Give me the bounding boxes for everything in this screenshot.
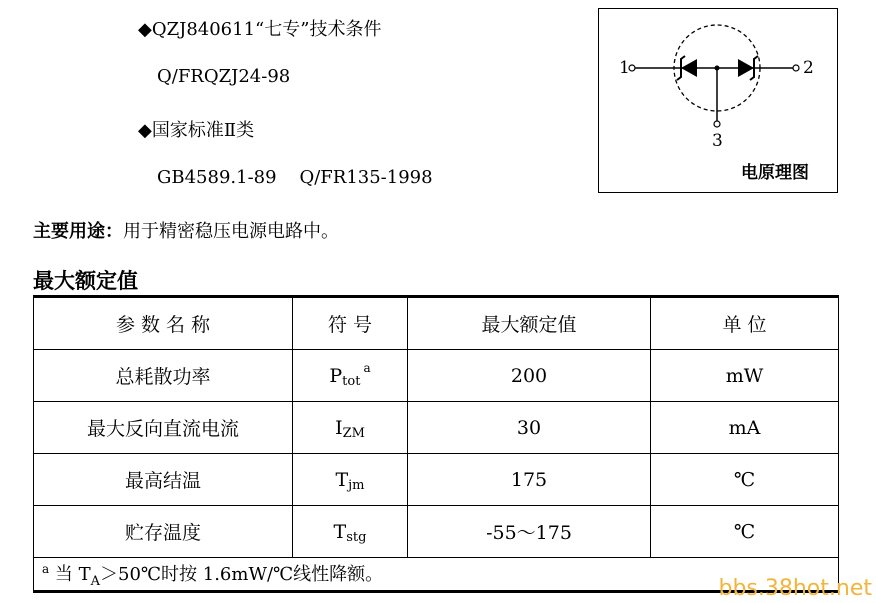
header-unit: 单 位 (722, 314, 767, 336)
footnote-mark: a (42, 562, 50, 576)
circuit-diagram (598, 8, 838, 193)
ratings-table (33, 295, 839, 593)
param-symbol (293, 402, 408, 453)
symbol-sub: jm (348, 478, 365, 493)
symbol-sub: ZM (342, 426, 365, 441)
table-row (34, 454, 838, 506)
table-row (34, 350, 838, 402)
spec-line-1: ◆QZJ840611“七专”技术条件 (138, 19, 382, 40)
param-unit: mA (728, 416, 761, 439)
header-symbol: 符 号 (293, 298, 408, 349)
usage-line (33, 217, 339, 243)
param-unit: ℃ (733, 468, 756, 491)
symbol-main: T (333, 520, 347, 543)
symbol-sup: a (363, 360, 371, 375)
symbol-sub: tot (342, 374, 361, 389)
symbol-main: I (335, 416, 343, 439)
param-symbol (293, 350, 408, 401)
spec-line-2: Q/FRQZJ24-98 (157, 66, 291, 87)
usage-text: 用于精密稳压电源电路中。 (123, 221, 339, 242)
symbol-main: P (329, 364, 343, 387)
param-name: 最大反向直流电流 (34, 402, 293, 453)
header-rating: 最大额定值 (408, 298, 651, 349)
spec-line-3: ◆国家标准Ⅱ类 (138, 120, 255, 141)
table-footnote (42, 560, 384, 589)
param-symbol (293, 506, 408, 557)
usage-label: 主要用途： (33, 221, 123, 242)
symbol-sub: stg (346, 530, 367, 545)
param-value: 175 (408, 454, 651, 505)
watermark: bbs.38hot.net (718, 576, 872, 601)
footnote-sub: A (90, 574, 100, 589)
pin-1-label: 1 (619, 58, 630, 78)
table-header-row (34, 298, 838, 350)
param-value: 200 (408, 350, 651, 401)
symbol-main: T (335, 468, 349, 491)
spec-line-4: GB4589.1-89 Q/FR135-1998 (157, 167, 433, 188)
param-name: 总耗散功率 (34, 350, 293, 401)
footnote-pre: 当 T (49, 564, 91, 585)
diagram-caption: 电原理图 (741, 163, 809, 183)
param-value: -55～175 (408, 506, 651, 557)
table-row (34, 402, 838, 454)
param-value: 30 (408, 402, 651, 453)
header-param: 参 数 名 称 (34, 298, 293, 349)
param-symbol (293, 454, 408, 505)
footnote-post: ＞50℃时按 1.6mW/℃线性降额。 (100, 564, 384, 585)
section-title: 最大额定值 (33, 269, 138, 293)
param-unit: ℃ (733, 520, 756, 543)
table-row (34, 506, 838, 558)
pin-2-label: 2 (803, 58, 814, 78)
param-unit: mW (725, 364, 764, 387)
param-name: 最高结温 (34, 454, 293, 505)
param-name: 贮存温度 (34, 506, 293, 557)
pin-3-label: 3 (712, 131, 723, 151)
